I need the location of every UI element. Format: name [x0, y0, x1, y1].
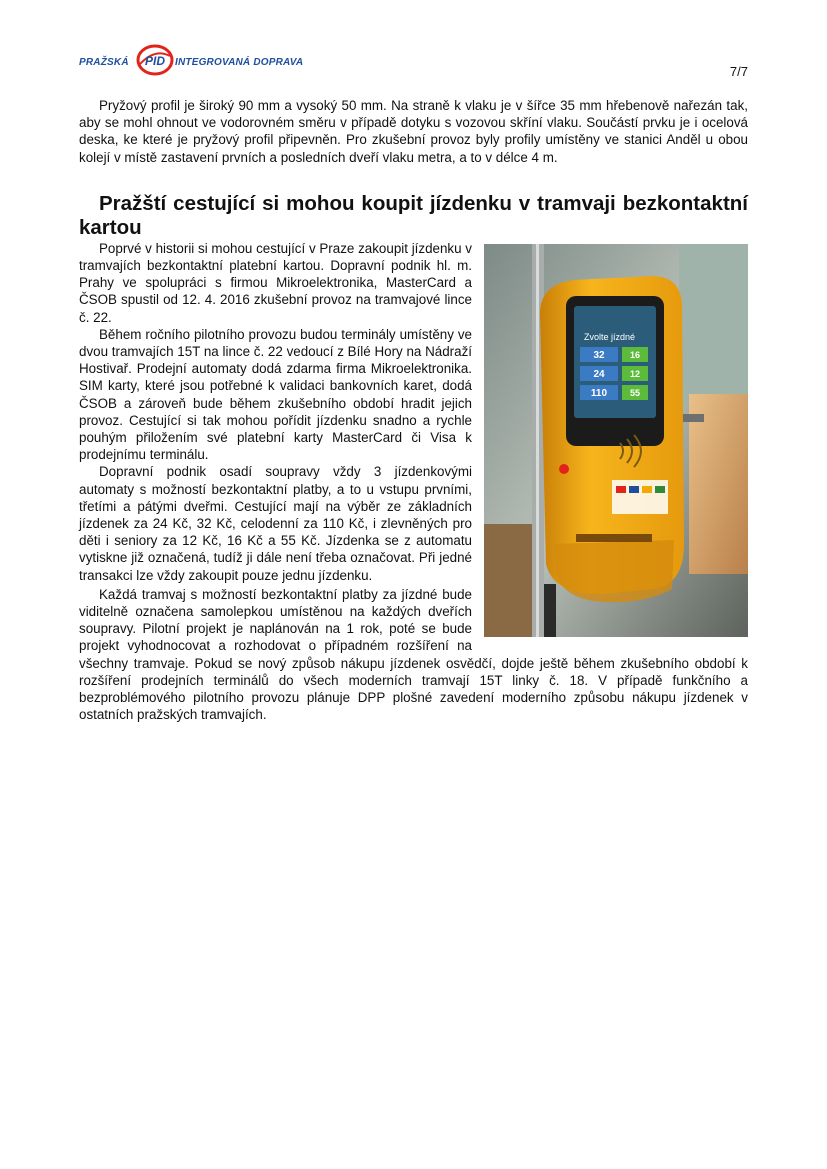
fare-1: 32: [593, 349, 605, 361]
fare-reduced-1: 16: [629, 349, 641, 360]
intro-paragraph: Pryžový profil je široký 90 mm a vysoký 50 mm. Na straně k vlaku je v šířce 35 mm hřebenově nařezán tak, aby se mohl ohnout ve vodorovném směru v případě dotyku s vozovou skříní vlaku. Součástí prvku je i ocelová deska, ke které je pryžový profil připevněn. Pro zkušební provoz byly profily umístěny ve stanici Anděl u obou kolejí v místě zastavení prvních a posledních dveří vlaku metra, a to v délce 4 m.: [79, 98, 748, 165]
logo-text-integrovana: INTEGROVANÁ DOPRAVA: [175, 57, 304, 68]
logo-badge-text: PID: [144, 54, 166, 68]
fare-reduced-2: 12: [629, 368, 641, 379]
pid-badge-icon: [136, 44, 174, 76]
article-heading: Pražští cestující si mohou koupit jízdenku v tramvaji bezkontaktní kartou: [79, 191, 748, 239]
article-body: [79, 97, 748, 724]
paragraph-1: Poprvé v historii si mohou cestující v Praze zakoupit jízdenku v tramvajích bezkontaktní platební kartou. Dopravní podnik hl. m. Prahy ve spolupráci s firmou Mikroelektronika, MasterCard a ČSOB spustil od 12. 4. 2016 zkušební provoz na tramvajové lince č. 22.: [79, 240, 472, 325]
paragraph-4: Každá tramvaj s možností bezkontaktní platby za jízdné bude viditelně označena samolepkou umístěnou na každých dveřích soupravy. Pilotní projekt je naplánován na 1 rok, poté se bude projekt vyhodnocovat a rozhodovat o případném rozšíření na všechny tramvaje. Pokud se nový způsob nákupu jízdenek osvědčí, dojde ještě během zkušebního období k rozšíření prodejních terminálů do všech moderních tramvají 15T linky č. 18. V případě funkčního a bezproblémového pilotního provozu plánuje DPP plošné zavedení moderního způsobu nákupu jízdenek v ostatních pražských tramvajích.: [79, 586, 748, 723]
paragraph-2: Během ročního pilotního provozu budou terminály umístěny ve dvou tramvajích 15T na lince č. 22 vedoucí z Bílé Hory na Nádraží Hostivař. Prodejní automaty dodá zdarma firma Mikroelektronika. SIM karty, které jsou potřebné k validaci bankovních karet, dodá ČSOB a zároveň bude během zkušebního období hradit jejich provoz. Cestující si tak mohou pořídit jízdenku snadno a rychle pouhým přiložením své platební karty MasterCard či Visa k prodejnímu terminálu.: [79, 326, 472, 463]
screen-title: Zvolte jízdné: [584, 331, 636, 342]
ticket-terminal-photo: [484, 244, 748, 637]
pid-logo: [79, 44, 379, 76]
paragraph-3: Dopravní podnik osadí soupravy vždy 3 jízdenkovými automaty s možností bezkontaktní platby, a to u vstupu prvními, třetími a pátými dveřmi. Cestující mají na výběr ze základních jízdenek za 24 Kč, 32 Kč, celodenní za 110 Kč, i zlevněných pro děti i seniory za 12 Kč, 16 Kč a 55 Kč. Jízdenka se z automatu vytiskne již označená, tudíž ji dále není třeba označovat. Při jedné transakci lze vždy zakoupit pouze jednu jízdenku.: [79, 464, 472, 583]
fare-reduced-3: 55: [629, 387, 641, 398]
fare-2: 24: [593, 368, 605, 380]
logo-text-prazska: PRAŽSKÁ: [79, 57, 129, 68]
page-number: 7/7: [729, 64, 748, 79]
fare-3: 110: [590, 387, 608, 399]
